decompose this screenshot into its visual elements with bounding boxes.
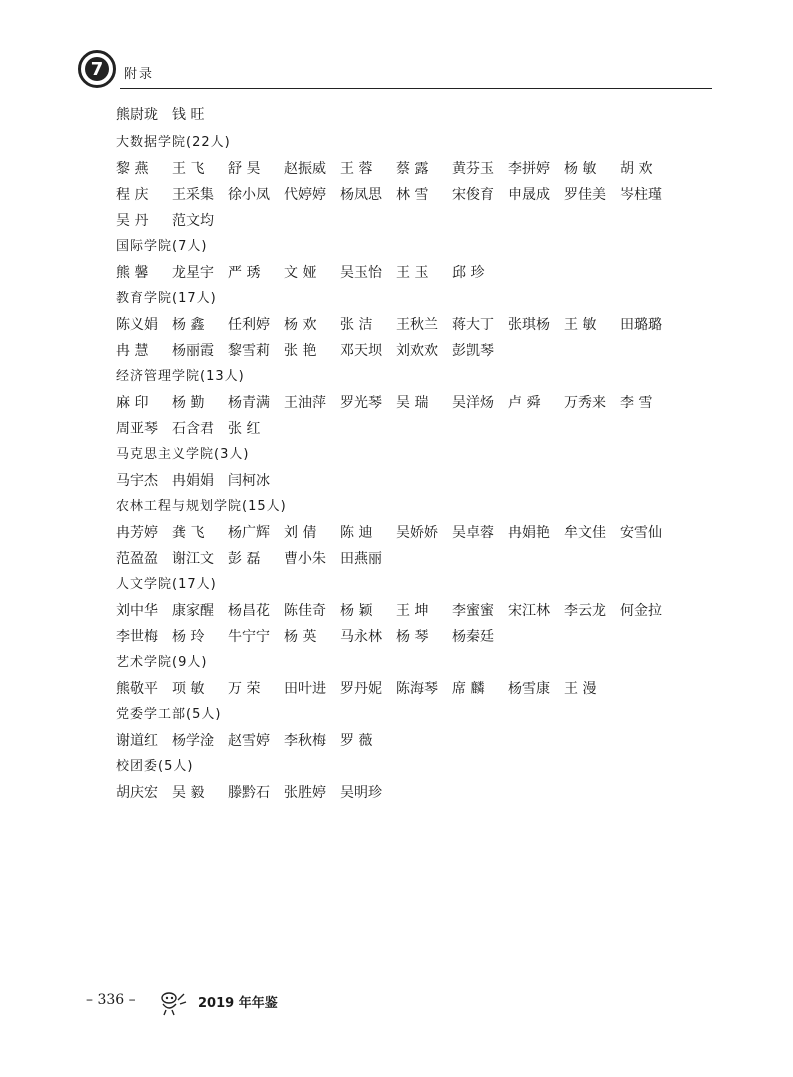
person-name: 陈 迪 bbox=[340, 525, 373, 541]
person-name: 杨凤思 bbox=[340, 187, 382, 203]
person-name: 吴玉怡 bbox=[340, 265, 382, 281]
person-name: 李拼婷 bbox=[508, 161, 550, 177]
department-group bbox=[116, 754, 676, 806]
person-name: 王 坤 bbox=[396, 603, 429, 619]
person-name: 冉 慧 bbox=[116, 343, 149, 359]
page-header bbox=[72, 46, 712, 92]
person-name: 曹小朱 bbox=[284, 551, 326, 567]
person-name: 田叶进 bbox=[284, 681, 326, 697]
department-heading: 校团委(5人) bbox=[116, 759, 194, 774]
person-name: 吴 瑞 bbox=[396, 395, 429, 411]
person-name: 杨 欢 bbox=[284, 317, 317, 333]
person-name: 李秋梅 bbox=[284, 733, 326, 749]
person-name: 黎雪莉 bbox=[228, 343, 270, 359]
department-heading: 大数据学院(22人) bbox=[116, 135, 231, 150]
names-row bbox=[116, 312, 676, 338]
section-label: 附录 bbox=[124, 67, 155, 82]
person-name: 张 洁 bbox=[340, 317, 373, 333]
logo-emblem-icon: 7 bbox=[85, 57, 109, 81]
person-name: 王 漫 bbox=[564, 681, 597, 697]
person-name: 范盈盈 bbox=[116, 551, 158, 567]
names-row bbox=[116, 676, 676, 702]
person-name: 牛宁宁 bbox=[228, 629, 270, 645]
person-name: 杨 玲 bbox=[172, 629, 205, 645]
person-name: 黎 燕 bbox=[116, 161, 149, 177]
person-name: 滕黔石 bbox=[228, 785, 270, 801]
person-name: 吴洋炀 bbox=[452, 395, 494, 411]
person-name: 李 雪 bbox=[620, 395, 653, 411]
person-name: 杨青满 bbox=[228, 395, 270, 411]
person-name: 张琪杨 bbox=[508, 317, 550, 333]
department-group bbox=[116, 130, 676, 234]
department-heading: 教育学院(17人) bbox=[116, 291, 217, 306]
person-name: 席 麟 bbox=[452, 681, 485, 697]
person-name: 熊敬平 bbox=[116, 681, 158, 697]
names-row bbox=[116, 208, 676, 234]
names-row bbox=[116, 728, 676, 754]
person-name: 罗丹妮 bbox=[340, 681, 382, 697]
person-name: 徐小凤 bbox=[228, 187, 270, 203]
person-name: 田燕丽 bbox=[340, 551, 382, 567]
header-rule bbox=[120, 88, 712, 89]
names-row bbox=[116, 520, 676, 546]
person-name: 杨 琴 bbox=[396, 629, 429, 645]
person-name: 王 飞 bbox=[172, 161, 205, 177]
leading-names-row bbox=[116, 102, 676, 130]
names-row bbox=[116, 468, 676, 494]
names-row bbox=[116, 338, 676, 364]
person-name: 杨丽霞 bbox=[172, 343, 214, 359]
person-name: 王采集 bbox=[172, 187, 214, 203]
person-name: 安雪仙 bbox=[620, 525, 662, 541]
person-name: 吴娇娇 bbox=[396, 525, 438, 541]
person-name: 杨雪康 bbox=[508, 681, 550, 697]
page-number: – 336 – bbox=[86, 992, 136, 1008]
person-name: 王油萍 bbox=[284, 395, 326, 411]
department-heading: 国际学院(7人) bbox=[116, 239, 208, 254]
name-list bbox=[116, 102, 676, 806]
person-name: 王 敏 bbox=[564, 317, 597, 333]
names-row bbox=[116, 156, 676, 182]
names-row bbox=[116, 416, 676, 442]
person-name: 邱 珍 bbox=[452, 265, 485, 281]
person-name: 刘欢欢 bbox=[396, 343, 438, 359]
person-name: 文 娅 bbox=[284, 265, 317, 281]
person-name: 张 红 bbox=[228, 421, 261, 437]
person-name: 彭 磊 bbox=[228, 551, 261, 567]
person-name: 舒 昊 bbox=[228, 161, 261, 177]
person-name: 卢 舜 bbox=[508, 395, 541, 411]
names-row bbox=[116, 624, 676, 650]
person-name: 熊 馨 bbox=[116, 265, 149, 281]
person-name: 赵振威 bbox=[284, 161, 326, 177]
names-row bbox=[116, 260, 676, 286]
person-name: 宋江林 bbox=[508, 603, 550, 619]
person-name: 龚 飞 bbox=[172, 525, 205, 541]
person-name: 申晟成 bbox=[508, 187, 550, 203]
person-name: 钱 旺 bbox=[172, 107, 205, 123]
person-name: 代婷婷 bbox=[284, 187, 326, 203]
person-name: 杨 鑫 bbox=[172, 317, 205, 333]
university-logo bbox=[78, 50, 116, 88]
department-heading: 经济管理学院(13人) bbox=[116, 369, 245, 384]
names-row bbox=[116, 546, 676, 572]
person-name: 李世梅 bbox=[116, 629, 158, 645]
yearbook-title: 2019 年年鉴 bbox=[198, 996, 278, 1011]
person-name: 何金拉 bbox=[620, 603, 662, 619]
person-name: 杨 敏 bbox=[564, 161, 597, 177]
person-name: 田璐璐 bbox=[620, 317, 662, 333]
person-name: 胡 欢 bbox=[620, 161, 653, 177]
person-name: 麻 印 bbox=[116, 395, 149, 411]
names-row bbox=[116, 780, 676, 806]
person-name: 王秋兰 bbox=[396, 317, 438, 333]
person-name: 蔡 露 bbox=[396, 161, 429, 177]
person-name: 马永林 bbox=[340, 629, 382, 645]
person-name: 周亚琴 bbox=[116, 421, 158, 437]
department-group bbox=[116, 442, 676, 494]
person-name: 范文均 bbox=[172, 213, 214, 229]
department-group bbox=[116, 702, 676, 754]
person-name: 吴卓蓉 bbox=[452, 525, 494, 541]
person-name: 龙星宇 bbox=[172, 265, 214, 281]
names-row bbox=[116, 598, 676, 624]
person-name: 王 玉 bbox=[396, 265, 429, 281]
person-name: 马宇杰 bbox=[116, 473, 158, 489]
department-group bbox=[116, 286, 676, 364]
person-name: 任利婷 bbox=[228, 317, 270, 333]
department-group bbox=[116, 364, 676, 442]
person-name: 吴明珍 bbox=[340, 785, 382, 801]
person-name: 冉娟艳 bbox=[508, 525, 550, 541]
person-name: 彭凯琴 bbox=[452, 343, 494, 359]
person-name: 谢道红 bbox=[116, 733, 158, 749]
person-name: 张 艳 bbox=[284, 343, 317, 359]
department-group bbox=[116, 494, 676, 572]
person-name: 闫柯冰 bbox=[228, 473, 270, 489]
person-name: 程 庆 bbox=[116, 187, 149, 203]
person-name: 李蜜蜜 bbox=[452, 603, 494, 619]
person-name: 李云龙 bbox=[564, 603, 606, 619]
person-name: 吴 毅 bbox=[172, 785, 205, 801]
person-name: 石含君 bbox=[172, 421, 214, 437]
person-name: 牟文佳 bbox=[564, 525, 606, 541]
department-group bbox=[116, 234, 676, 286]
person-name: 黄芬玉 bbox=[452, 161, 494, 177]
person-name: 杨广辉 bbox=[228, 525, 270, 541]
person-name: 杨秦廷 bbox=[452, 629, 494, 645]
names-row bbox=[116, 182, 676, 208]
person-name: 刘中华 bbox=[116, 603, 158, 619]
department-heading: 农林工程与规划学院(15人) bbox=[116, 499, 287, 514]
person-name: 冉芳婷 bbox=[116, 525, 158, 541]
person-name: 陈义娟 bbox=[116, 317, 158, 333]
department-group bbox=[116, 650, 676, 702]
person-name: 胡庆宏 bbox=[116, 785, 158, 801]
person-name: 张胜婷 bbox=[284, 785, 326, 801]
mascot-icon bbox=[158, 990, 188, 1016]
person-name: 陈海琴 bbox=[396, 681, 438, 697]
person-name: 熊尉珑 bbox=[116, 107, 158, 123]
person-name: 谢江文 bbox=[172, 551, 214, 567]
person-name: 康家醒 bbox=[172, 603, 214, 619]
person-name: 王 蓉 bbox=[340, 161, 373, 177]
person-name: 万秀来 bbox=[564, 395, 606, 411]
person-name: 杨昌花 bbox=[228, 603, 270, 619]
person-name: 杨 勤 bbox=[172, 395, 205, 411]
person-name: 邓天坝 bbox=[340, 343, 382, 359]
person-name: 陈佳奇 bbox=[284, 603, 326, 619]
person-name: 宋俊育 bbox=[452, 187, 494, 203]
department-group bbox=[116, 572, 676, 650]
department-heading: 马克思主义学院(3人) bbox=[116, 447, 250, 462]
person-name: 冉娟娟 bbox=[172, 473, 214, 489]
person-name: 林 雪 bbox=[396, 187, 429, 203]
names-row bbox=[116, 390, 676, 416]
department-heading: 党委学工部(5人) bbox=[116, 707, 222, 722]
person-name: 万 荣 bbox=[228, 681, 261, 697]
person-name: 杨学淦 bbox=[172, 733, 214, 749]
person-name: 项 敏 bbox=[172, 681, 205, 697]
department-heading: 人文学院(17人) bbox=[116, 577, 217, 592]
person-name: 杨 颖 bbox=[340, 603, 373, 619]
person-name: 杨 英 bbox=[284, 629, 317, 645]
person-name: 赵雪婷 bbox=[228, 733, 270, 749]
person-name: 吴 丹 bbox=[116, 213, 149, 229]
person-name: 罗光琴 bbox=[340, 395, 382, 411]
person-name: 蒋大丁 bbox=[452, 317, 494, 333]
person-name: 严 琇 bbox=[228, 265, 261, 281]
person-name: 罗 薇 bbox=[340, 733, 373, 749]
person-name: 罗佳美 bbox=[564, 187, 606, 203]
department-heading: 艺术学院(9人) bbox=[116, 655, 208, 670]
person-name: 岑柱瑾 bbox=[620, 187, 662, 203]
person-name: 刘 倩 bbox=[284, 525, 317, 541]
